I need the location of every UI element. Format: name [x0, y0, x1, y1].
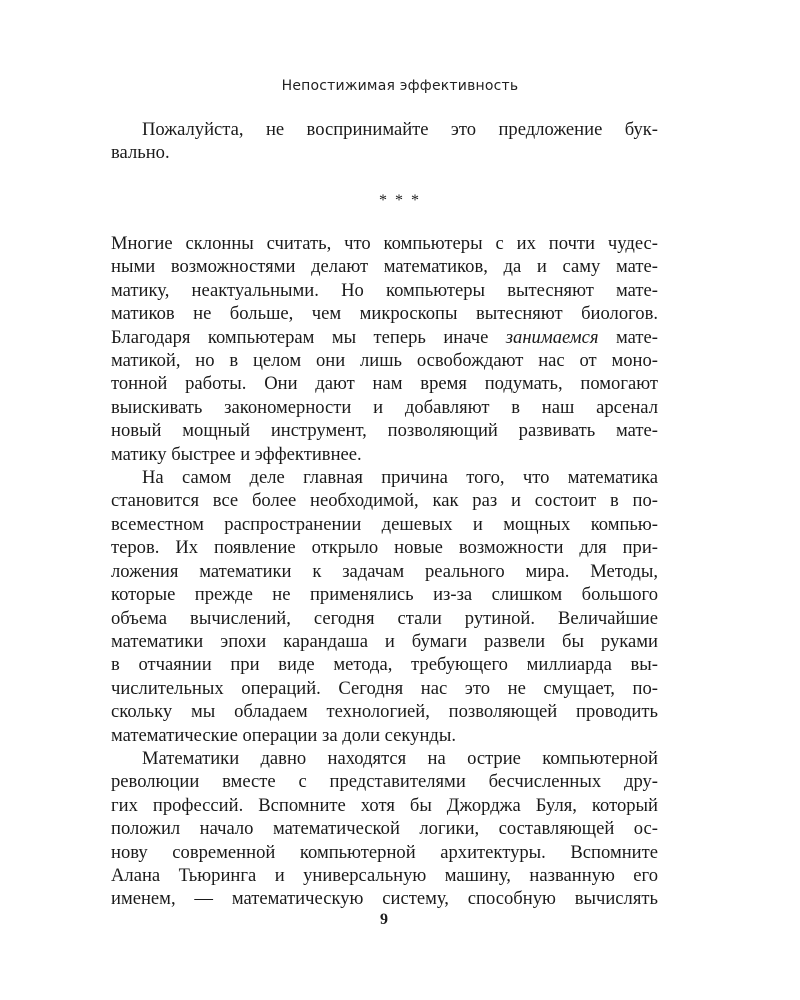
section-separator: * * *	[379, 192, 421, 209]
text-line: математические операции за доли секунды.	[111, 724, 457, 746]
text-line: математики эпохи карандаша и бумаги развели бы руками	[111, 630, 658, 652]
text-line: выискивать закономерности и добавляют в наш арсенал	[111, 396, 658, 418]
text-fragment: Благодаря компьютерам мы теперь иначе	[111, 326, 506, 348]
text-line: новый мощный инструмент, позволяющий развивать мате-	[111, 420, 658, 442]
text-line: тонной работы. Они дают нам время подумать, помогают	[111, 373, 658, 395]
text-line: матику быстрее и эффективнее.	[111, 443, 362, 465]
paragraph-3	[111, 747, 658, 911]
text-line: матику, неактуальными. Но компьютеры вытесняют мате-	[111, 279, 658, 301]
text-line: объема вычислений, сегодня стали рутиной. Величайшие	[111, 607, 658, 629]
text-line: матиков не больше, чем микроскопы вытесняют биологов.	[111, 303, 658, 325]
text-line: числительных операций. Сегодня нас это не смущает, по-	[111, 677, 658, 699]
paragraph-2	[111, 466, 658, 747]
text-line: вально.	[111, 142, 170, 164]
text-line: скольку мы обладаем технологией, позволяющей проводить	[111, 701, 658, 723]
text-line: всеместном распространении дешевых и мощных компью-	[111, 513, 658, 535]
main-text	[111, 232, 658, 911]
text-line: нову современной компьютерной архитектуры. Вспомните	[111, 841, 658, 863]
text-line: На самом деле главная причина того, что математика	[142, 467, 658, 489]
text-line: Алана Тьюринга и универсальную машину, названную его	[111, 864, 658, 886]
text-line: ными возможностями делают математиков, да и саму мате-	[111, 256, 658, 278]
emphasis-text: занимаемся	[505, 326, 599, 348]
text-line: положил начало математической логики, составляющей ос-	[111, 818, 658, 840]
text-line: матикой, но в целом они лишь освобождают нас от моно-	[111, 350, 658, 372]
intro-paragraph	[111, 118, 658, 165]
text-line: теров. Их появление открыло новые возможности для при-	[111, 537, 658, 559]
text-line: революции вместе с представителями бесчисленных дру-	[111, 771, 658, 793]
text-line: Математики давно находятся на острие компьютерной	[142, 747, 658, 769]
paragraph-1	[111, 232, 658, 466]
running-head: Непостижимая эффективность	[281, 78, 519, 94]
text-line: ложения математики к задачам реального мира. Методы,	[111, 560, 658, 582]
text-line: именем, — математическую систему, способную вычислять	[111, 888, 658, 910]
page-number: 9	[380, 911, 388, 928]
text-line: которые прежде не применялись из-за слишком большого	[111, 584, 658, 606]
text-line: Многие склонны считать, что компьютеры с их почти чудес-	[111, 233, 658, 254]
text-line: в отчаянии при виде метода, требующего миллиарда вы-	[111, 654, 658, 676]
text-line: гих профессий. Вспомните хотя бы Джорджа Буля, который	[111, 794, 658, 816]
text-line	[111, 326, 658, 349]
text-line: Пожалуйста, не воспринимайте это предложение бук-	[142, 119, 658, 140]
text-fragment: мате-	[598, 326, 658, 348]
text-line: становится все более необходимой, как раз и состоит в по-	[111, 490, 658, 512]
